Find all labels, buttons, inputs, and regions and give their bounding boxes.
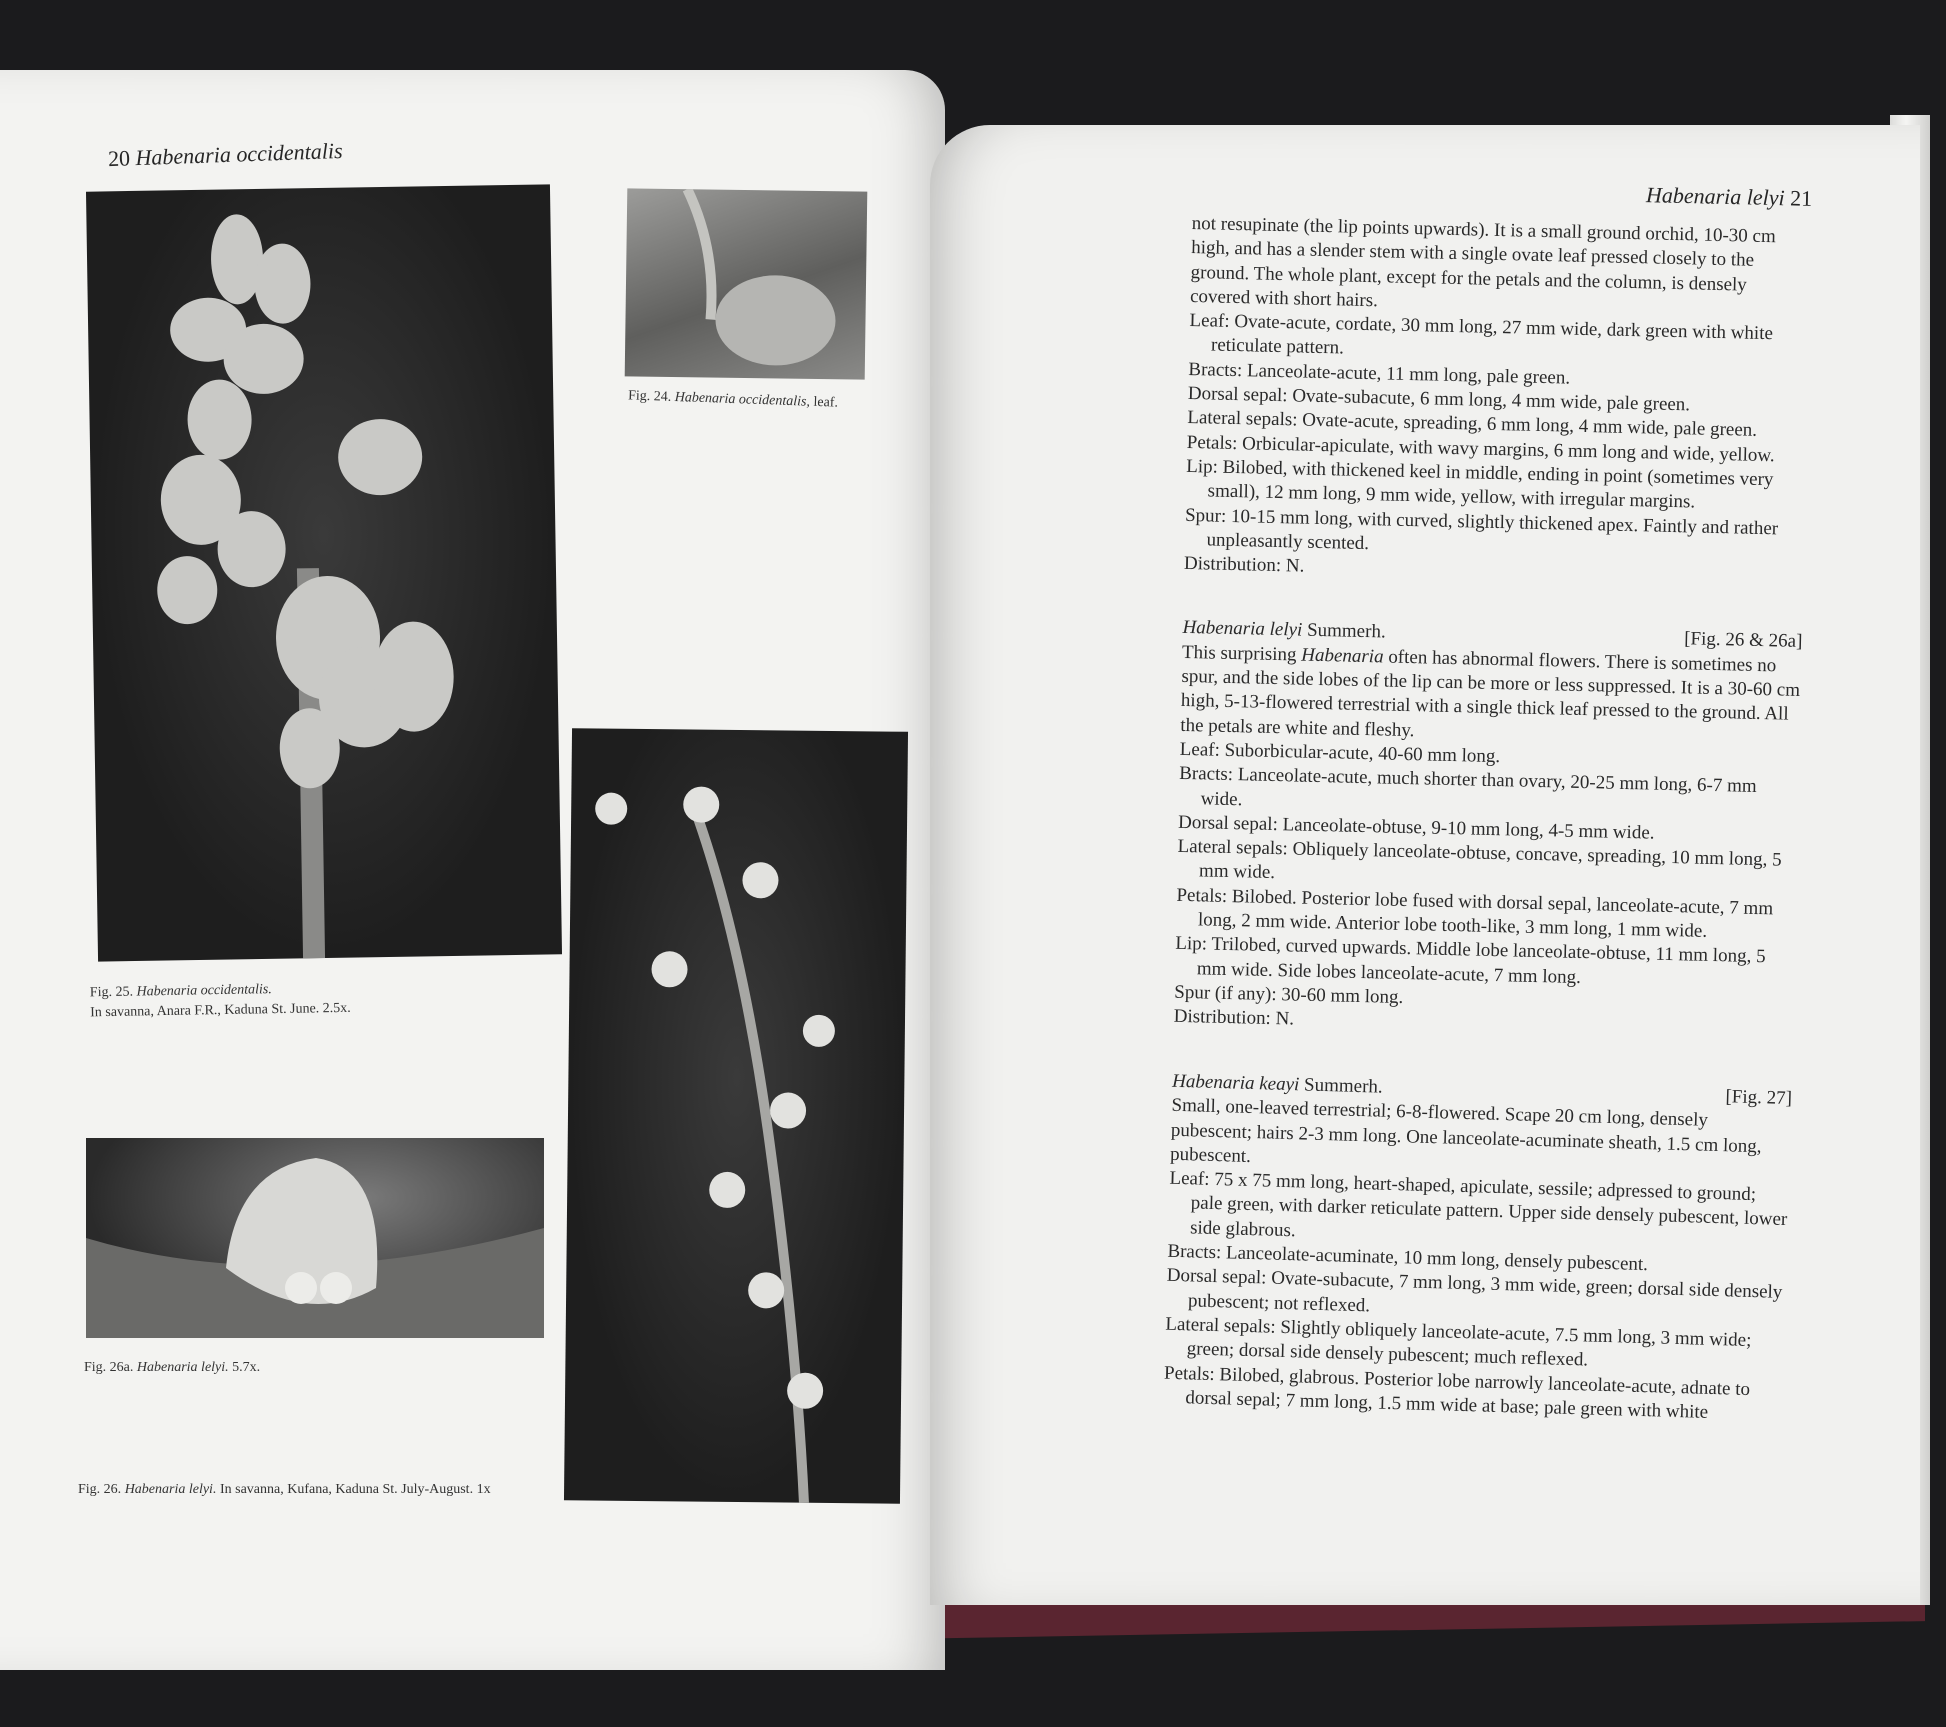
desc-item: Spur: 10-15 mm long, with curved, slightly thickened apex. Faintly and rather unpleasantly scented. [1184, 504, 1779, 554]
desc-item: Dorsal sepal: Lanceolate-obtuse, 9-10 mm long, 4-5 mm wide. [1177, 811, 1655, 844]
left-page-number: 20 [107, 145, 131, 172]
keayi-section [1163, 1069, 1792, 1426]
keayi-intro: Small, one-leaved terrestrial; 6-8-flowered. Scape 20 cm long, densely pubescent; hairs 2-3 mm long. One lanceolate-acuminate sheath, 1.5 cm long, pubescent. [1169, 1094, 1762, 1167]
desc-item: Distribution: N. [1183, 553, 1305, 577]
fig24-photo [625, 188, 868, 379]
desc-item: Spur (if any): 30-60 mm long. [1174, 981, 1404, 1008]
fig24-rest: leaf. [813, 394, 839, 411]
left-running-head [108, 138, 343, 172]
desc-item: Distribution: N. [1173, 1005, 1295, 1030]
desc-item: Bracts: Lanceolate-acute, 11 mm long, pale green. [1188, 358, 1571, 389]
fig26-rest: In savanna, Kufana, Kaduna St. July-August. 1x [219, 1482, 491, 1497]
orchid-flower-closeup-image [86, 1138, 544, 1338]
lelyi-fig-ref: [Fig. 26 & 26a] [1683, 628, 1803, 653]
fig26-label: Fig. 26. [78, 1482, 122, 1497]
desc-item: Leaf: Ovate-acute, cordate, 30 mm long, 27 mm wide, dark green with white reticulate pattern. [1189, 310, 1774, 359]
desc-item: Lip: Trilobed, curved upwards. Middle lobe lanceolate-obtuse, 11 mm long, 5 mm wide. Side lobes lanceolate-acute, 7 mm long. [1175, 933, 1766, 988]
fig26a-caption [84, 1358, 260, 1378]
fig26a-species: Habenaria lelyi. [136, 1360, 229, 1375]
keayi-description-list [1163, 1166, 1790, 1426]
fig26a-rest: 5.7x. [232, 1360, 261, 1375]
fig26a-photo [86, 1138, 544, 1338]
right-running-head [1646, 182, 1813, 212]
desc-item: Leaf: 75 x 75 mm long, heart-shaped, apiculate, sessile; adpressed to ground; pale green, with darker reticulate pattern. Upper side densely pubescent, lower side glabrous. [1169, 1167, 1788, 1241]
right-text-column [1165, 212, 1812, 1423]
keayi-species-name: Habenaria keayi [1171, 1070, 1300, 1095]
continuation-paragraph: not resupinate (the lip points upwards). It is a small ground orchid, 10-30 cm high, and has a slender stem with a single ovate leaf pressed closely to the ground. The whole plant, except for the petals and the column, is densely covered with short hairs. [1189, 212, 1776, 312]
lelyi-intro [1180, 641, 1802, 752]
desc-item: Leaf: Suborbicular-acute, 40-60 mm long. [1179, 738, 1501, 768]
desc-item: Bracts: Lanceolate-acute, much shorter than ovary, 20-25 mm long, 6-7 mm wide. [1179, 763, 1757, 810]
lelyi-intro-genus: Habenaria [1301, 644, 1384, 668]
fig26-photo [564, 728, 908, 1503]
desc-item: Petals: Orbicular-apiculate, with wavy margins, 6 mm long and wide, yellow. [1186, 431, 1775, 466]
desc-item: Lateral sepals: Slightly obliquely lanceolate-acute, 7.5 mm long, 3 mm wide; green; dorsal side densely pubescent; much reflexed. [1165, 1313, 1752, 1371]
lelyi-description-list [1173, 738, 1799, 1044]
left-page [0, 70, 945, 1670]
desc-item: Bracts: Lanceolate-acuminate, 10 mm long, densely pubescent. [1167, 1240, 1649, 1275]
lelyi-intro-after: often has abnormal flowers. There is sometimes no spur, and the side lobes of the lip can be more or less suppressed. It is a 30-60 cm high, 5-13-flowered terrestrial with a single thick leaf pressed to the ground. All the petals are white and fleshy. [1180, 646, 1801, 741]
fig24-label: Fig. 24. [627, 388, 672, 405]
fig26-caption [78, 1480, 540, 1500]
fig26-species: Habenaria lelyi. [124, 1482, 217, 1497]
right-running-title: Habenaria lelyi [1645, 182, 1785, 211]
keayi-author: Summerh. [1303, 1073, 1383, 1098]
fig24-caption [628, 386, 839, 413]
lelyi-author: Summerh. [1306, 620, 1386, 643]
orchid-inflorescence-image [564, 728, 908, 1503]
fig24-species: Habenaria occidentalis, [674, 389, 811, 410]
occidentalis-description-list [1184, 309, 1810, 590]
fig25-rest: In savanna, Anara F.R., Kaduna St. June. 2.5x. [90, 1000, 351, 1021]
lelyi-intro-before: This surprising [1181, 641, 1297, 666]
desc-item: Petals: Bilobed. Posterior lobe fused with dorsal sepal, lanceolate-acute, 7 mm long, 2 mm wide. Anterior lobe tooth-like, 3 mm long, 1 mm wide. [1176, 884, 1774, 942]
left-running-title: Habenaria occidentalis [135, 137, 343, 171]
orchid-leaf-image [625, 188, 868, 379]
desc-item: Dorsal sepal: Ovate-subacute, 6 mm long, 4 mm wide, pale green. [1187, 383, 1691, 416]
right-page-number: 21 [1789, 185, 1813, 211]
fig25-label: Fig. 25. [89, 984, 134, 1001]
orchid-flower-spike-image [86, 184, 562, 961]
desc-item: Lip: Bilobed, with thickened keel in middle, ending in point (sometimes very small), 12 mm long, 9 mm wide, yellow, with irregular margins. [1185, 455, 1774, 513]
fig25-caption [90, 977, 471, 1024]
lelyi-species-name: Habenaria lelyi [1182, 617, 1303, 642]
fig25-species: Habenaria occidentalis. [136, 982, 272, 1000]
keayi-fig-ref: [Fig. 27] [1725, 1085, 1793, 1109]
desc-item: Lateral sepals: Obliquely lanceolate-obtuse, concave, spreading, 10 mm long, 5 mm wide. [1177, 835, 1782, 884]
fig26a-label: Fig. 26a. [84, 1360, 134, 1375]
fig25-photo [86, 184, 562, 961]
desc-item: Dorsal sepal: Ovate-subacute, 7 mm long, 3 mm wide, green; dorsal side densely pubescent; not reflexed. [1166, 1264, 1783, 1316]
desc-item: Petals: Bilobed, glabrous. Posterior lobe narrowly lanceolate-acute, adnate to dorsal sepal; 7 mm long, 1.5 mm wide at base; pale green with white [1163, 1361, 1751, 1423]
desc-item: Lateral sepals: Ovate-acute, spreading, 6 mm long, 4 mm wide, pale green. [1187, 407, 1758, 442]
